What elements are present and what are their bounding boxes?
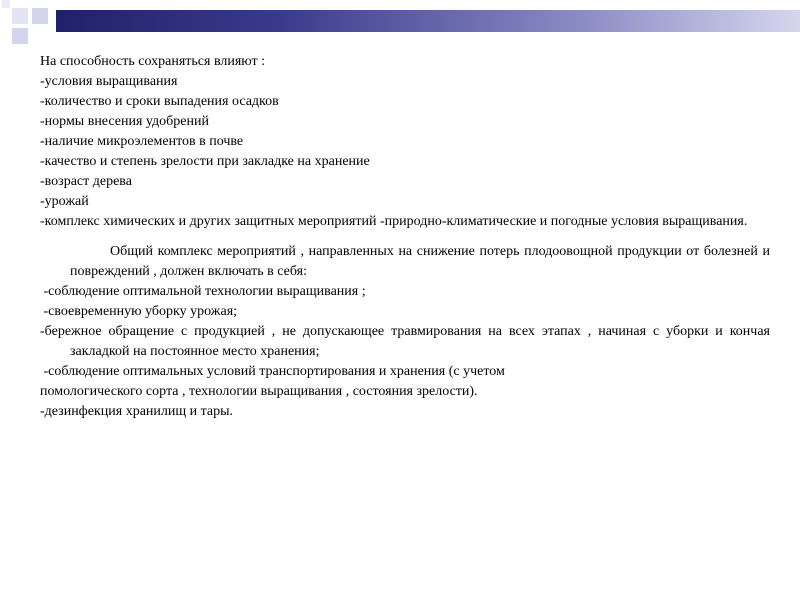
factor-item: -нормы внесения удобрений — [40, 114, 209, 129]
measure-item: -соблюдение оптимальной технологии выращивания ; — [40, 284, 366, 299]
factor-item: -количество и сроки выпадения осадков — [40, 94, 279, 109]
decor-square — [32, 28, 48, 44]
measure-item: -дезинфекция хранилищ и тары. — [40, 404, 234, 419]
factor-item: -возраст дерева — [40, 174, 132, 189]
factor-item: -качество и степень зрелости при закладке на хранение — [40, 154, 370, 169]
measure-item: -своевременную уборку урожая; — [40, 304, 238, 319]
decor-square — [12, 28, 28, 44]
intro-text: На способность сохраняться влияют : — [40, 54, 266, 69]
measure-item: помологического сорта , технологии выращивания , состояния зрелости). — [40, 384, 478, 399]
header-band — [56, 10, 800, 32]
measure-item: -соблюдение оптимальных условий транспортирования и хранения (с учетом — [40, 364, 505, 379]
factor-item: -условия выращивания — [40, 74, 178, 89]
measures-paragraph — [40, 242, 770, 282]
measure-item: -бережное обращение с продукцией , не допускающее травмирования на всех этапах , начиная с уборки и кончая закладкой на постоянное место хранения; — [40, 324, 770, 359]
factor-item: -наличие микроэлементов в почве — [40, 134, 244, 149]
decor-square — [32, 8, 48, 24]
factor-item: -урожай — [40, 194, 89, 209]
slide-body — [40, 52, 770, 422]
decor-square — [2, 0, 10, 8]
decor-square — [12, 8, 28, 24]
factor-item: -комплекс химических и других защитных мероприятий -природно-климатические и погодные условия выращивания. — [40, 214, 748, 229]
paragraph-text: Общий комплекс мероприятий , направленных на снижение потерь плодоовощной продукции от болезней и повреждений , должен включать в себя: — [70, 244, 770, 279]
